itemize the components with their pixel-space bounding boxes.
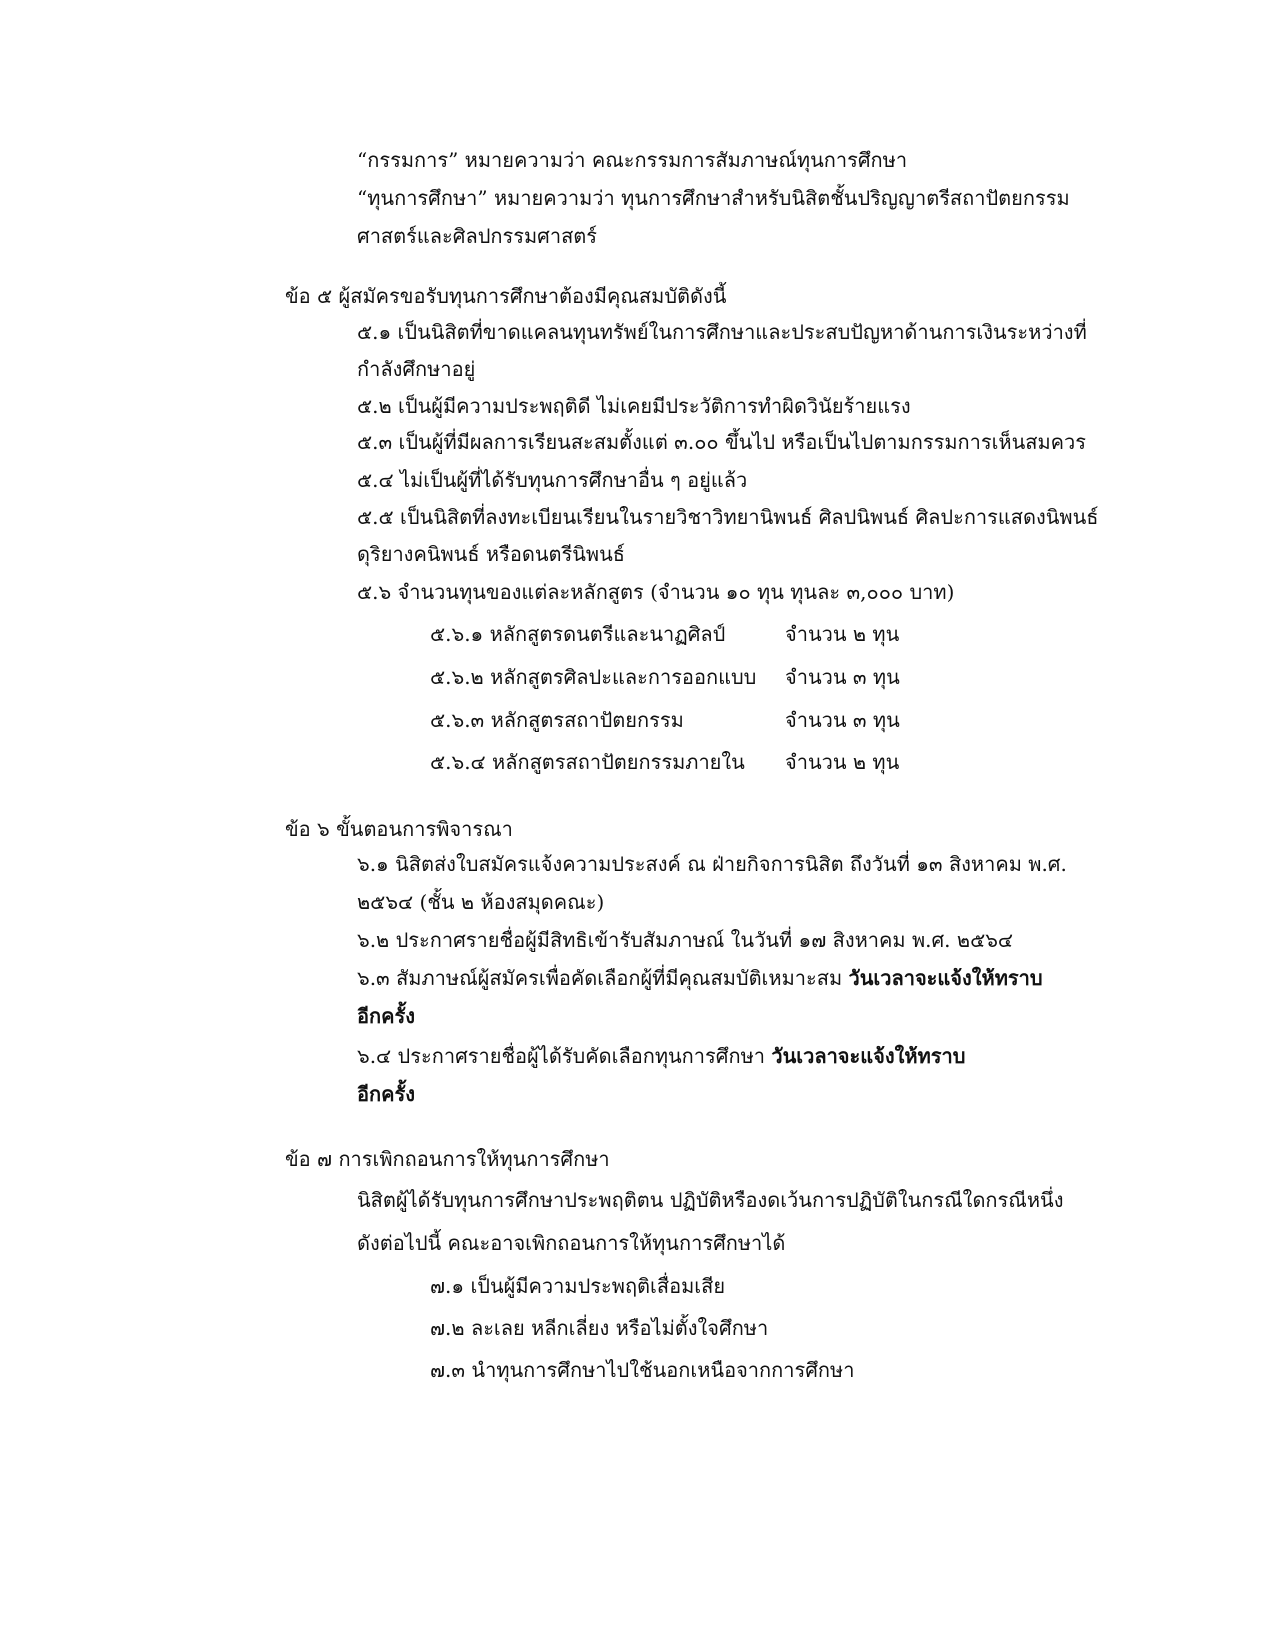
definition-committee: “กรรมการ” หมายความว่า คณะกรรมการสัมภาษณ์ทุนการศึกษา [357, 148, 908, 172]
section5-item1-line2: กำลังศึกษาอยู่ [357, 357, 476, 381]
section5-item5-line1: ๕.๕ เป็นนิสิตที่ลงทะเบียนเรียนในรายวิชาวิทยานิพนธ์ ศิลปนิพนธ์ ศิลปะการแสดงนิพนธ์ [357, 505, 1099, 529]
section5-item5-line2: ดุริยางคนิพนธ์ หรือดนตรีนิพนธ์ [357, 542, 625, 566]
section5-item6: ๕.๖ จำนวนทุนของแต่ละหลักสูตร (จำนวน ๑๐ ทุน ทุนละ ๓,๐๐๐ บาท) [357, 580, 955, 604]
program-name: ๕.๖.๑ หลักสูตรดนตรีและนาฏศิลป์ [430, 622, 726, 646]
definition-scholarship-line1: “ทุนการศึกษา” หมายความว่า ทุนการศึกษาสำหรับนิสิตชั้นปริญญาตรีสถาปัตยกรรม [357, 186, 1070, 210]
section7-item: ๗.๓ นำทุนการศึกษาไปใช้นอกเหนือจากการศึกษา [430, 1358, 855, 1382]
section7-item: ๗.๑ เป็นผู้มีความประพฤติเสื่อมเสีย [430, 1274, 726, 1298]
program-name: ๕.๖.๓ หลักสูตรสถาปัตยกรรม [430, 708, 684, 732]
program-amount: จำนวน ๓ ทุน [785, 708, 900, 732]
definition-scholarship-line2: ศาสตร์และศิลปกรรมศาสตร์ [357, 224, 598, 248]
section6-item4-bold: วันเวลาจะแจ้งให้ทราบ [771, 1044, 966, 1068]
section7-intro-line1: นิสิตผู้ได้รับทุนการศึกษาประพฤติตน ปฏิบัติหรืองดเว้นการปฏิบัติในกรณีใดกรณีหนึ่ง [357, 1188, 1064, 1212]
section6-item2: ๖.๒ ประกาศรายชื่อผู้มีสิทธิเข้ารับสัมภาษณ์ ในวันที่ ๑๗ สิงหาคม พ.ศ. ๒๕๖๔ [357, 928, 1014, 952]
section5-heading: ข้อ ๕ ผู้สมัครขอรับทุนการศึกษาต้องมีคุณสมบัติดังนี้ [285, 284, 727, 308]
program-amount: จำนวน ๒ ทุน [785, 622, 900, 646]
section6-item1-line1: ๖.๑ นิสิตส่งใบสมัครแจ้งความประสงค์ ณ ฝ่ายกิจการนิสิต ถึงวันที่ ๑๓ สิงหาคม พ.ศ. [357, 852, 1067, 876]
section7-item: ๗.๒ ละเลย หลีกเลี่ยง หรือไม่ตั้งใจศึกษา [430, 1316, 769, 1340]
section6-heading: ข้อ ๖ ขั้นตอนการพิจารณา [285, 817, 513, 841]
section6-item3-line2: อีกครั้ง [357, 1004, 416, 1028]
program-name: ๕.๖.๒ หลักสูตรศิลปะและการออกแบบ [430, 665, 757, 689]
section5-item2: ๕.๒ เป็นผู้มีความประพฤติดี ไม่เคยมีประวัติการทำผิดวินัยร้ายแรง [357, 394, 911, 418]
program-amount: จำนวน ๓ ทุน [785, 665, 900, 689]
section6-item3-bold: วันเวลาจะแจ้งให้ทราบ [848, 966, 1043, 990]
section7-intro-line2: ดังต่อไปนี้ คณะอาจเพิกถอนการให้ทุนการศึกษาได้ [357, 1231, 786, 1255]
section6-item3-text: ๖.๓ สัมภาษณ์ผู้สมัครเพื่อคัดเลือกผู้ที่มีคุณสมบัติเหมาะสม [357, 966, 843, 990]
section6-item1-line2: ๒๕๖๔ (ชั้น ๒ ห้องสมุดคณะ) [357, 890, 605, 914]
section6-item3-line1 [357, 964, 1043, 992]
section6-item4-text: ๖.๔ ประกาศรายชื่อผู้ได้รับคัดเลือกทุนการศึกษา [357, 1044, 765, 1068]
section6-item4-line1 [357, 1042, 965, 1070]
section5-item4: ๕.๔ ไม่เป็นผู้ที่ได้รับทุนการศึกษาอื่น ๆ อยู่แล้ว [357, 468, 748, 492]
program-amount: จำนวน ๒ ทุน [785, 750, 900, 774]
section7-heading: ข้อ ๗ การเพิกถอนการให้ทุนการศึกษา [285, 1147, 610, 1171]
section6-item4-line2: อีกครั้ง [357, 1082, 416, 1106]
section5-item1-line1: ๕.๑ เป็นนิสิตที่ขาดแคลนทุนทรัพย์ในการศึกษาและประสบปัญหาด้านการเงินระหว่างที่ [357, 320, 1087, 344]
section5-item3: ๕.๓ เป็นผู้ที่มีผลการเรียนสะสมตั้งแต่ ๓.๐๐ ขึ้นไป หรือเป็นไปตามกรรมการเห็นสมควร [357, 430, 1087, 454]
program-name: ๕.๖.๔ หลักสูตรสถาปัตยกรรมภายใน [430, 750, 745, 774]
